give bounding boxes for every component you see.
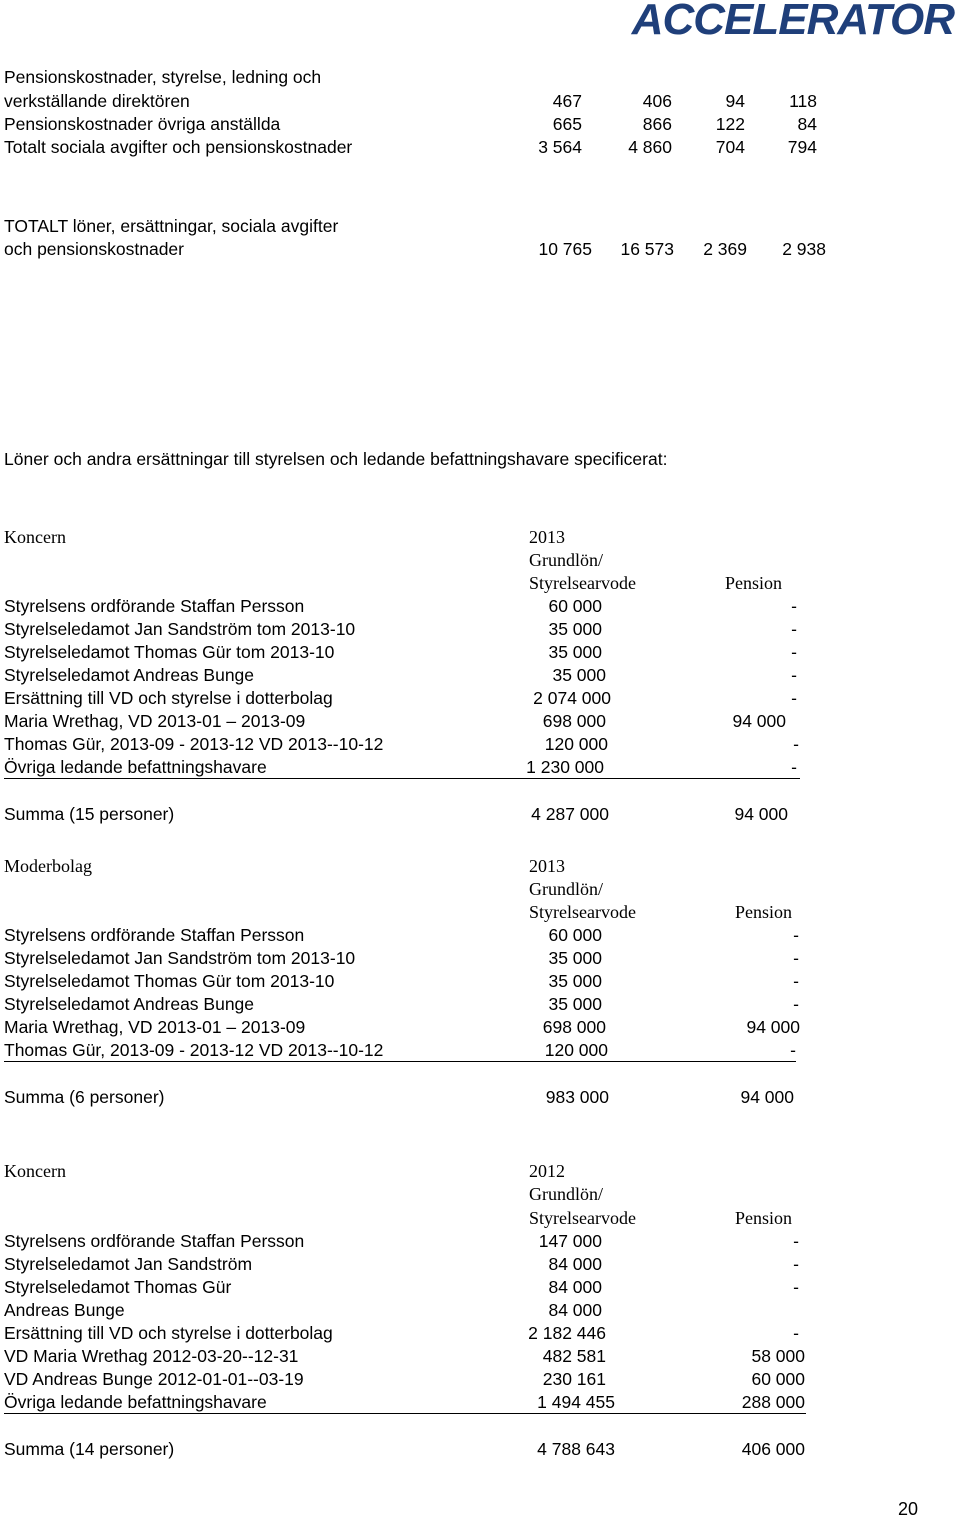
column-header-pension: Pension bbox=[725, 573, 783, 593]
column-header-pension: Pension bbox=[735, 902, 793, 922]
pension-value: - bbox=[793, 1277, 799, 1297]
salary-value: 2 182 446 bbox=[528, 1323, 606, 1343]
column-header-salary: Styrelsearvode bbox=[529, 1208, 636, 1228]
row-label: Pensionskostnader, styrelse, ledning och bbox=[4, 67, 322, 87]
salary-value: 120 000 bbox=[544, 734, 608, 754]
table-row-label: Styrelseledamot Thomas Gür tom 2013-10 bbox=[4, 642, 335, 662]
section-year: 2013 bbox=[529, 527, 565, 547]
sum-pension: 94 000 bbox=[734, 804, 788, 824]
cell-value: 2 369 bbox=[703, 239, 747, 259]
section-entity: Moderbolag bbox=[4, 856, 92, 876]
table-row-label: Andreas Bunge bbox=[4, 1300, 125, 1320]
cell-value: 118 bbox=[789, 91, 817, 111]
sum-rule bbox=[4, 1413, 806, 1414]
cell-value: 3 564 bbox=[538, 137, 582, 157]
salary-value: 2 074 000 bbox=[533, 688, 611, 708]
pension-value: - bbox=[790, 1040, 796, 1060]
sum-pension: 406 000 bbox=[741, 1439, 805, 1459]
table-row-label: Styrelseledamot Thomas Gür bbox=[4, 1277, 232, 1297]
pension-value: - bbox=[793, 948, 799, 968]
column-header-salary: Styrelsearvode bbox=[529, 902, 636, 922]
pension-value: - bbox=[791, 688, 797, 708]
table-row-label: Styrelsens ordförande Staffan Persson bbox=[4, 596, 305, 616]
salary-value: 698 000 bbox=[542, 711, 606, 731]
column-header-salary: Styrelsearvode bbox=[529, 573, 636, 593]
cell-value: 122 bbox=[715, 114, 745, 134]
cell-value: 406 bbox=[642, 91, 672, 111]
pension-value: - bbox=[793, 734, 799, 754]
sum-salary: 983 000 bbox=[545, 1087, 609, 1107]
table-row-label: Styrelseledamot Jan Sandström tom 2013-10 bbox=[4, 948, 356, 968]
accelerator-logo: ACCELERATOR bbox=[631, 0, 954, 44]
salary-value: 1 494 455 bbox=[537, 1392, 615, 1412]
pension-value: - bbox=[791, 619, 797, 639]
salary-value: 35 000 bbox=[548, 642, 602, 662]
sum-label: Summa (15 personer) bbox=[4, 804, 175, 824]
table-row-label: Styrelseledamot Thomas Gür tom 2013-10 bbox=[4, 971, 335, 991]
table-row-label: Ersättning till VD och styrelse i dotterbolag bbox=[4, 1323, 333, 1343]
salary-value: 35 000 bbox=[548, 619, 602, 639]
column-header-salary: Grundlön/ bbox=[529, 1184, 603, 1204]
salary-value: 1 230 000 bbox=[526, 757, 604, 777]
cell-value: 2 938 bbox=[782, 239, 826, 259]
table-row-label: Styrelsens ordförande Staffan Persson bbox=[4, 1231, 305, 1251]
table-row-label: VD Maria Wrethag 2012-03-20--12-31 bbox=[4, 1346, 299, 1366]
pension-value: - bbox=[791, 642, 797, 662]
table-row-label: Övriga ledande befattningshavare bbox=[4, 1392, 267, 1412]
salary-value: 84 000 bbox=[548, 1277, 602, 1297]
pension-value: 288 000 bbox=[741, 1392, 805, 1412]
sum-rule bbox=[4, 778, 800, 779]
pension-value: 94 000 bbox=[732, 711, 786, 731]
column-header-pension: Pension bbox=[735, 1208, 793, 1228]
section-year: 2013 bbox=[529, 856, 565, 876]
cell-value: 794 bbox=[787, 137, 817, 157]
table-row-label: Styrelsens ordförande Staffan Persson bbox=[4, 925, 305, 945]
row-label: TOTALT löner, ersättningar, sociala avgifter bbox=[4, 216, 339, 236]
pension-value: - bbox=[793, 1323, 799, 1343]
cell-value: 665 bbox=[552, 114, 582, 134]
cell-value: 84 bbox=[797, 114, 817, 134]
table-row-label: Thomas Gür, 2013-09 - 2013-12 VD 2013--10-12 bbox=[4, 1040, 384, 1060]
sum-label: Summa (6 personer) bbox=[4, 1087, 165, 1107]
table-row-label: Övriga ledande befattningshavare bbox=[4, 757, 267, 777]
sum-salary: 4 788 643 bbox=[537, 1439, 615, 1459]
pension-value: - bbox=[793, 971, 799, 991]
page-number: 20 bbox=[897, 1499, 918, 1519]
row-label: verkställande direktören bbox=[4, 91, 190, 111]
intro-text: Löner och andra ersättningar till styrelsen och ledande befattningshavare specificerat: bbox=[4, 449, 668, 469]
table-row-label: Styrelseledamot Jan Sandström bbox=[4, 1254, 253, 1274]
table-row-label: Styrelseledamot Jan Sandström tom 2013-10 bbox=[4, 619, 356, 639]
pension-value: - bbox=[793, 925, 799, 945]
sum-salary: 4 287 000 bbox=[531, 804, 609, 824]
pension-value: 60 000 bbox=[751, 1369, 805, 1389]
table-row-label: VD Andreas Bunge 2012-01-01--03-19 bbox=[4, 1369, 304, 1389]
pension-value: - bbox=[791, 757, 797, 777]
sum-rule bbox=[4, 1061, 796, 1062]
cell-value: 704 bbox=[715, 137, 745, 157]
row-label: Totalt sociala avgifter och pensionskostnader bbox=[4, 137, 353, 157]
cell-value: 10 765 bbox=[538, 239, 592, 259]
section-entity: Koncern bbox=[4, 527, 66, 547]
row-label: och pensionskostnader bbox=[4, 239, 184, 259]
salary-value: 230 161 bbox=[542, 1369, 606, 1389]
sum-pension: 94 000 bbox=[740, 1087, 794, 1107]
salary-value: 84 000 bbox=[548, 1300, 602, 1320]
table-row-label: Thomas Gür, 2013-09 - 2013-12 VD 2013--10-12 bbox=[4, 734, 384, 754]
salary-value: 698 000 bbox=[542, 1017, 606, 1037]
salary-value: 60 000 bbox=[548, 596, 602, 616]
section-entity: Koncern bbox=[4, 1161, 66, 1181]
pension-value: - bbox=[793, 1231, 799, 1251]
cell-value: 866 bbox=[642, 114, 672, 134]
row-label: Pensionskostnader övriga anställda bbox=[4, 114, 281, 134]
pension-value: - bbox=[793, 994, 799, 1014]
table-row-label: Ersättning till VD och styrelse i dotterbolag bbox=[4, 688, 333, 708]
pension-value: - bbox=[793, 1254, 799, 1274]
pension-value: 94 000 bbox=[746, 1017, 800, 1037]
salary-value: 60 000 bbox=[548, 925, 602, 945]
table-row-label: Maria Wrethag, VD 2013-01 – 2013-09 bbox=[4, 711, 306, 731]
salary-value: 35 000 bbox=[548, 948, 602, 968]
salary-value: 35 000 bbox=[548, 971, 602, 991]
cell-value: 467 bbox=[552, 91, 582, 111]
cell-value: 16 573 bbox=[620, 239, 674, 259]
salary-value: 482 581 bbox=[542, 1346, 606, 1366]
salary-value: 35 000 bbox=[548, 994, 602, 1014]
cell-value: 4 860 bbox=[628, 137, 672, 157]
table-row-label: Maria Wrethag, VD 2013-01 – 2013-09 bbox=[4, 1017, 306, 1037]
section-year: 2012 bbox=[529, 1161, 565, 1181]
table-row-label: Styrelseledamot Andreas Bunge bbox=[4, 994, 255, 1014]
table-row-label: Styrelseledamot Andreas Bunge bbox=[4, 665, 255, 685]
column-header-salary: Grundlön/ bbox=[529, 879, 603, 899]
salary-value: 120 000 bbox=[544, 1040, 608, 1060]
salary-value: 84 000 bbox=[548, 1254, 602, 1274]
pension-value: - bbox=[791, 596, 797, 616]
column-header-salary: Grundlön/ bbox=[529, 550, 603, 570]
pension-value: 58 000 bbox=[751, 1346, 805, 1366]
cell-value: 94 bbox=[725, 91, 745, 111]
pension-value: - bbox=[791, 665, 797, 685]
salary-value: 147 000 bbox=[538, 1231, 602, 1251]
salary-value: 35 000 bbox=[552, 665, 606, 685]
sum-label: Summa (14 personer) bbox=[4, 1439, 175, 1459]
